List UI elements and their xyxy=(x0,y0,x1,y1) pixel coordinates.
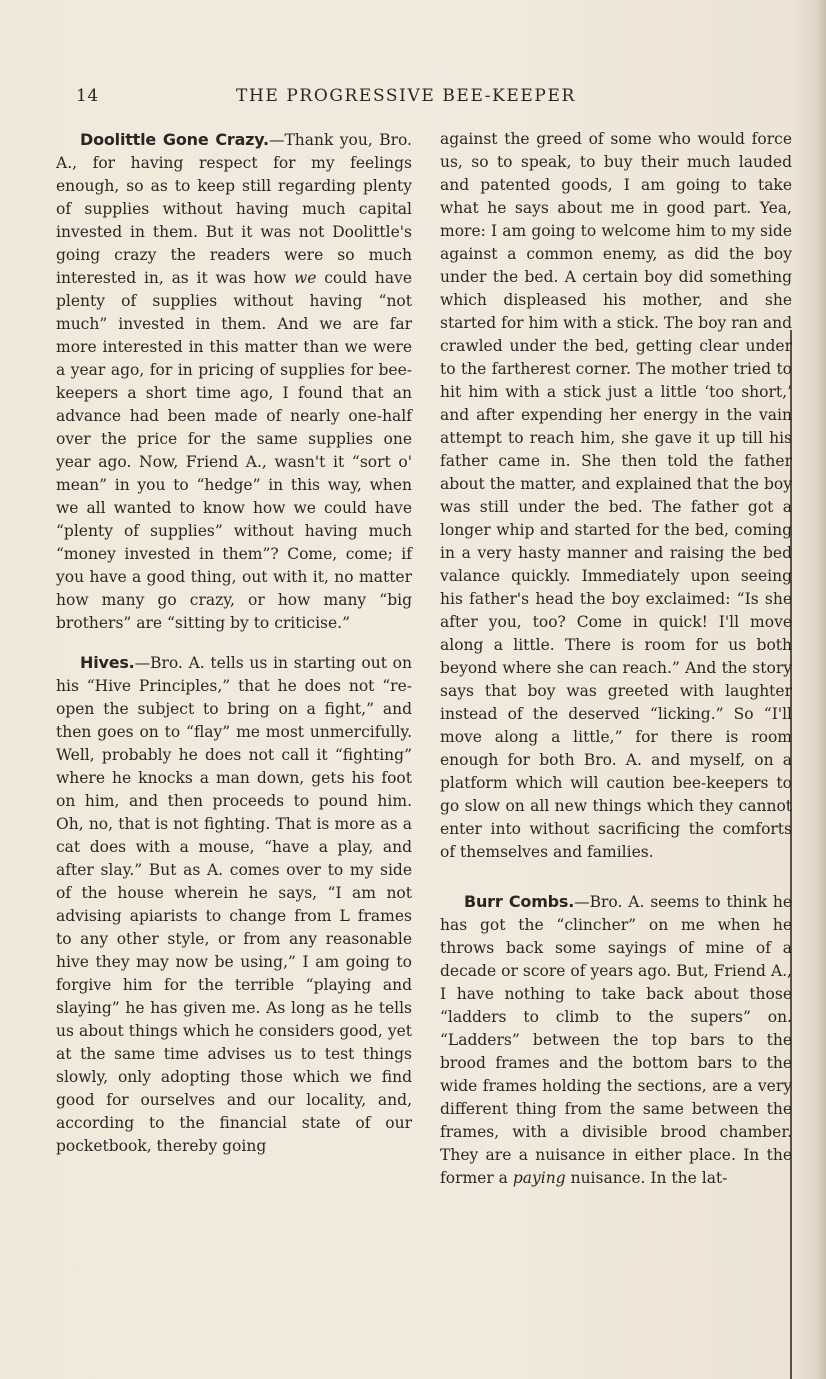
paragraph-text: could have plenty of supplies without having “not much” invested in them. And we are far more interested in this matter than we were a year ago, for in pricing of supplies for bee-keepers a short time ago, I found that an advance had been made of nearly one-half over the price for the same supplies one year ago. Now, Friend A., wasn't it “sort o' mean” in you to “hedge” in this way, when we all wanted to know how we could have “plenty of supplies” without having much “money invested in them”? Come, come; if you have a good thing, out with it, no matter how many go crazy, or how many “big brothers” are “sitting by to criticise.” xyxy=(56,269,412,632)
page-header xyxy=(76,86,812,112)
paragraph-text: —Bro. A. tells us in starting out on his “Hive Principles,” that he does not “re-open the subject to bring on a fight,” and then goes on to “flay” me most unmercifully. Well, probably he does not call it “fighting” where he knocks a man down, gets his foot on him, and then proceeds to pound him. Oh, no, that is not fighting. That is more as a cat does with a mouse, “have a play, and after slay.” But as A. comes over to my side of the house wherein he says, “I am not advising apiarists to change from L frames to any other style, or from any reasonable hive they may now be using,” I am going to forgive him for the terrible “playing and slaying” he has given me. As long as he tells us about things which he considers good, yet at the same time advises us to test things slowly, only adopting those which we find good for ourselves and our locality, and, according to the financial state of our pocketbook, thereby going xyxy=(56,654,412,1155)
paragraph-burr-combs xyxy=(440,890,792,1190)
emphasis-text: we xyxy=(294,269,317,287)
page-number: 14 xyxy=(76,86,99,106)
page-edge-shadow xyxy=(792,0,826,1379)
left-column xyxy=(56,128,412,1308)
running-title: THE PROGRESSIVE BEE-KEEPER xyxy=(236,86,576,106)
section-heading-hives: Hives. xyxy=(80,653,135,672)
paragraph-text: —Thank you, Bro. A., for having respect for my feelings enough, so as to keep still regarding plenty of supplies without having much capital invested in them. But it was not Doolittle's going crazy the readers were so much interested in, as it was how xyxy=(56,131,412,287)
section-heading-doolittle: Doolittle Gone Crazy. xyxy=(80,130,269,149)
paragraph-hives xyxy=(56,651,412,1158)
paragraph-doolittle-gone-crazy xyxy=(56,128,412,635)
paragraph-text: nuisance. In the lat- xyxy=(565,1169,728,1187)
right-column xyxy=(440,128,792,1308)
paragraph-continuation: against the greed of some who would force us, so to speak, to buy their much lauded and patented goods, I am going to take what he says about me in good part. Yea, more: I am going to welcome him to my side against a common enemy, as did the boy under the bed. A certain boy did something which displeased his mother, and she started for him with a stick. The boy ran and crawled under the bed, getting clear under to the fartherest corner. The mother tried to hit him with a stick just a little ‘too short,’ and after expending her energy in the vain attempt to reach him, she gave it up till his father came in. She then told the father about the matter, and explained that the boy was still under the bed. The father got a longer whip and started for the bed, coming in a very hasty manner and raising the bed valance quickly. Immediately upon seeing his father's head the boy exclaimed: “Is she after you, too? Come in quick! I'll move along a little. There is room for us both beyond where she can reach.” And the story says that boy was greeted with laughter instead of the deserved “licking.” So “I'll move along a little,” for there is room enough for both Bro. A. and myself, on a platform which will caution bee-keepers to go slow on all new things which they cannot enter into without sacrificing the comforts of themselves and families. xyxy=(440,130,792,861)
paragraph-text: —Bro. A. seems to think he has got the “clincher” on me when he throws back some sayings of mine of a decade or score of years ago. But, Friend A., I have nothing to take back about those “ladders to climb to the supers” on. “Ladders” between the top bars to the brood frames and the bottom bars to the wide frames holding the sections, are a very different thing from the same between the frames, with a divisible brood chamber. They are a nuisance in either place. In the former a xyxy=(440,893,792,1187)
emphasis-text: paying xyxy=(512,1169,566,1187)
section-heading-burr-combs: Burr Combs. xyxy=(464,892,575,911)
